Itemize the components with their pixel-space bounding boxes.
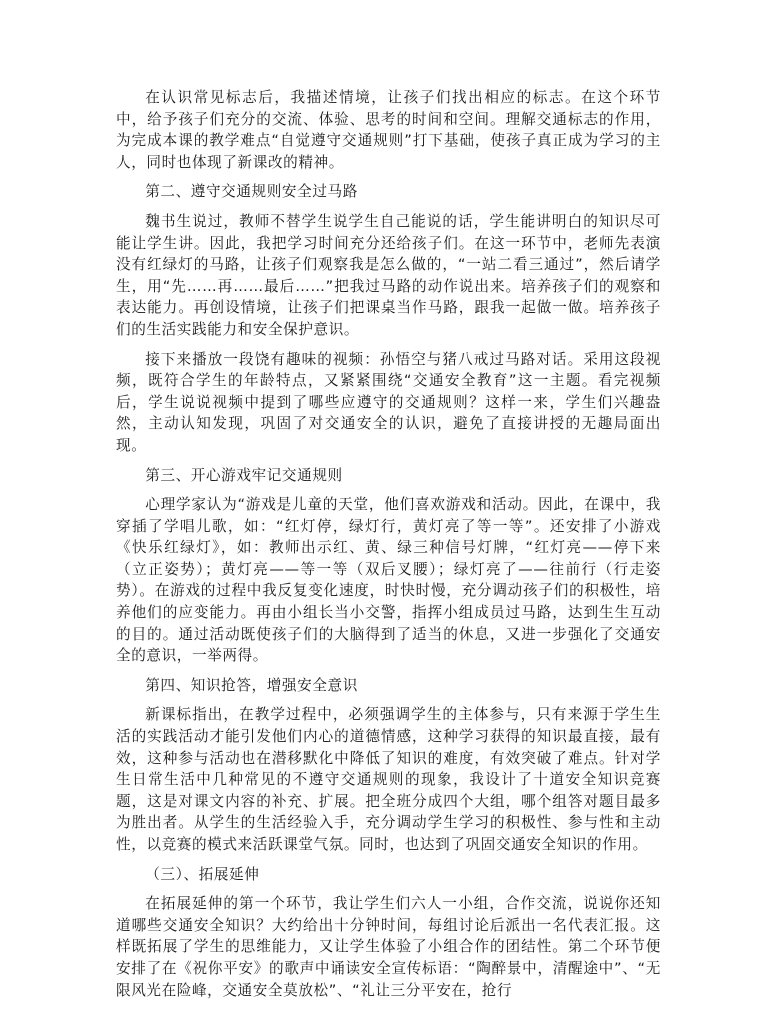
paragraph-extension: 在拓展延伸的第一个环节，我让学生们六人一小组，合作交流，说说你还知道哪些交通安全知识？大约给出十分钟时间，每组讨论后派出一名代表汇报。这样既拓展了学生的思维能力，又让学生体验了小组合作的团结性。第二个环节便安排了在《祝你平安》的歌声中诵读安全宣传标语：“陶醉景中，清醒途中”、“无限风光在险峰，交通安全莫放松”、“礼让三分平安在，抢行: [116, 895, 661, 999]
paragraph-quiz: 新课标指出，在教学过程中，必须强调学生的主体参与，只有来源于学生生活的实践活动才能引发他们内心的道德情感，这种学习获得的知识最直接，最有效，这种参与活动也在潜移默化中降低了知识的难度，有效突破了难点。针对学生日常生活中几种常见的不遵守交通规则的现象，我设计了十道安全知识竞赛题，这是对课文内容的补充、扩展。把全班分成四个大组，哪个组答对题目最多为胜出者。从学生的生活经验入手，充分调动学生学习的积极性、参与性和主动性，以竞赛的模式来活跃课堂气氛。同时，也达到了巩固交通安全知识的作用。: [116, 706, 661, 853]
paragraph-games: 心理学家认为“游戏是儿童的天堂，他们喜欢游戏和活动。因此，在课中，我穿插了学唱儿歌，如：“红灯停，绿灯行，黄灯亮了等一等”。还安排了小游戏《快乐红绿灯》，如：教师出示红、黄、绿三种信号灯牌，“红灯亮——停下来（立正姿势）；黄灯亮——等一等（双后叉腰）；绿灯亮了——往前行（行走姿势）。在游戏的过程中我反复变化速度，时快时慢，充分调动孩子们的积极性，培养他们的应变能力。再由小组长当小交警，指挥小组成员过马路，达到生生互动的目的。通过活动既使孩子们的大脑得到了适当的休息，又进一步强化了交通安全的意识，一举两得。: [116, 496, 661, 665]
section-heading-3: 第三、开心游戏牢记交通规则: [145, 466, 343, 484]
section-heading-2: 第二、遵守交通规则安全过马路: [145, 183, 358, 201]
paragraph-signs-scenario: 在认识常见标志后，我描述情境，让孩子们找出相应的标志。在这个环节中，给予孩子们充分的交流、体验、思考的时间和空间。理解交通标志的作用，为完成本课的教学难点“自觉遵守交通规则”打下基础，使孩子真正成为学习的主人，同时也体现了新课改的精神。: [116, 89, 661, 171]
paragraph-crossing-road: 魏书生说过，教师不替学生说学生自己能说的话，学生能讲明白的知识尽可能让学生讲。因此，我把学习时间充分还给孩子们。在这一环节中，老师先表演没有红绿灯的马路，让孩子们观察我是怎么做的，“一站二看三通过”，然后请学生，用“先……再……最后……”把我过马路的动作说出来。培养孩子们的观察和表达能力。再创设情境，让孩子们把课桌当作马路，跟我一起做一做。培养孩子们的生活实践能力和安全保护意识。: [116, 212, 661, 338]
paragraph-video: 接下来播放一段饶有趣味的视频：孙悟空与猪八戒过马路对话。采用这段视频，既符合学生的年龄特点，又紧紧围绕“交通安全教育”这一主题。看完视频后，学生说说视频中提到了哪些应遵守的交通规则？这样一来，学生们兴趣盎然，主动认知发现，巩固了对交通安全的认识，避免了直接讲授的无趣局面出现。: [116, 350, 661, 454]
section-heading-extension: （三）、拓展延伸: [145, 865, 260, 883]
section-heading-4: 第四、知识抢答，增强安全意识: [145, 676, 358, 694]
document-body: [116, 87, 661, 1009]
